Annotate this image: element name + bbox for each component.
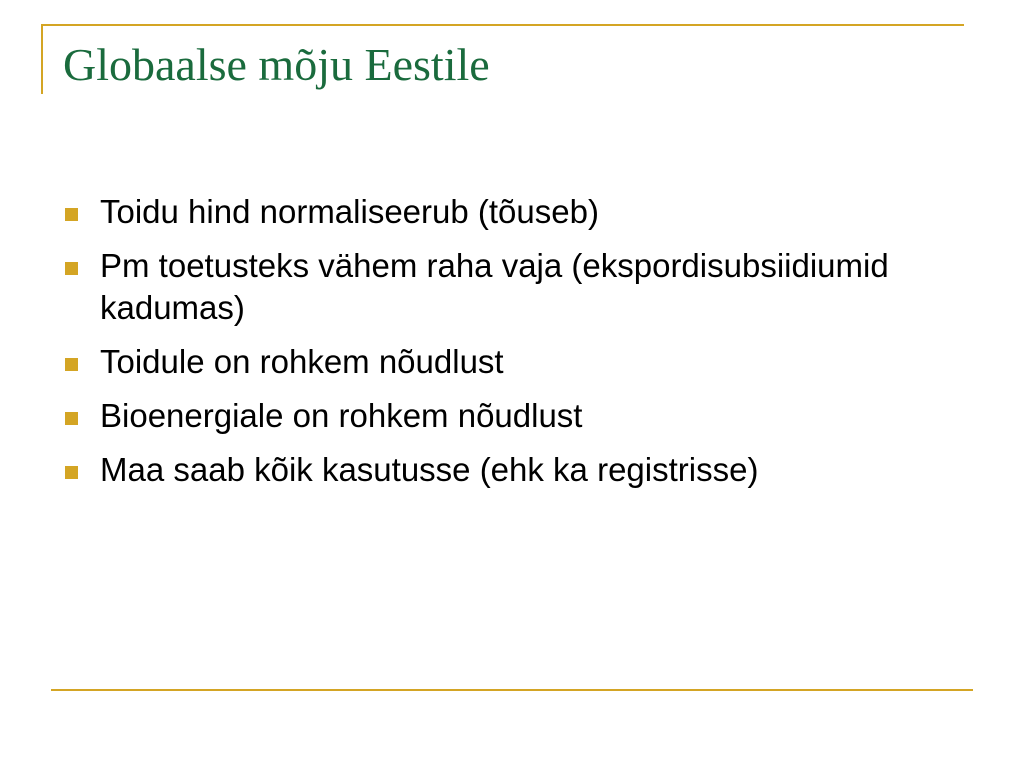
square-bullet-icon — [65, 466, 78, 479]
bullet-text: Toidule on rohkem nõudlust — [100, 343, 504, 380]
bullet-text: Pm toetusteks vähem raha vaja (ekspordisubsiidiumid kadumas) — [100, 247, 889, 326]
bullet-item — [62, 449, 982, 491]
title-frame-left-rule — [41, 24, 43, 94]
square-bullet-icon — [65, 358, 78, 371]
square-bullet-icon — [65, 262, 78, 275]
footer-rule — [51, 689, 973, 691]
bullet-item — [62, 245, 982, 329]
bullet-text: Bioenergiale on rohkem nõudlust — [100, 397, 583, 434]
bullet-item — [62, 191, 982, 233]
square-bullet-icon — [65, 208, 78, 221]
bullet-text: Toidu hind normaliseerub (tõuseb) — [100, 193, 599, 230]
bullet-list — [62, 191, 982, 503]
square-bullet-icon — [65, 412, 78, 425]
bullet-text: Maa saab kõik kasutusse (ehk ka registrisse) — [100, 451, 759, 488]
bullet-item — [62, 395, 982, 437]
title-frame-top-rule — [41, 24, 964, 26]
slide-title: Globaalse mõju Eestile — [63, 39, 490, 90]
bullet-item — [62, 341, 982, 383]
